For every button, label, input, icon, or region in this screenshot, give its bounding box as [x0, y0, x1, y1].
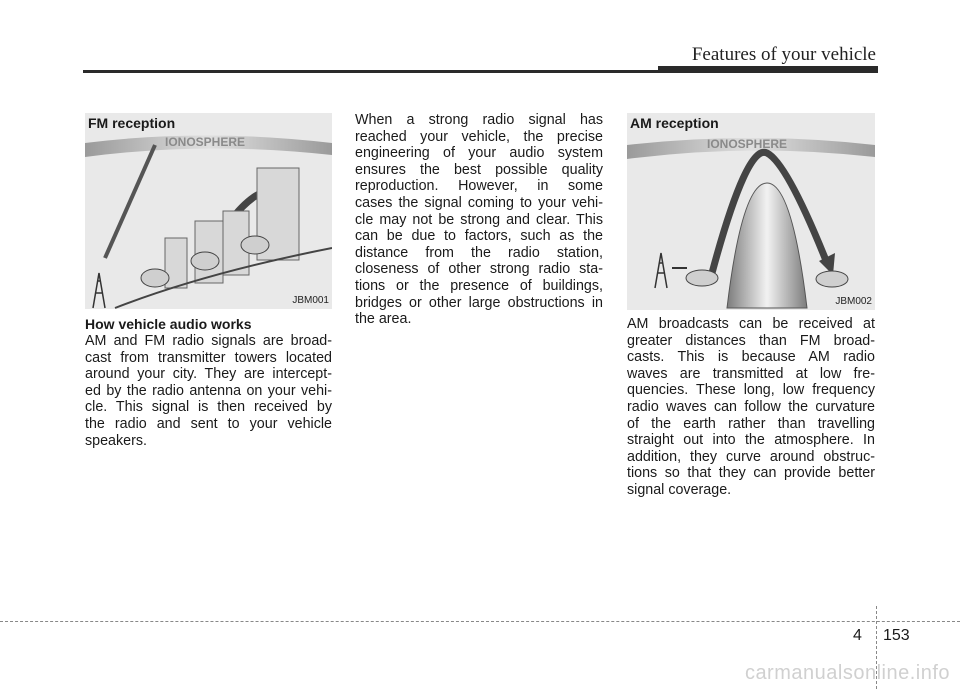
ionosphere-label: IONOSPHERE	[165, 135, 246, 149]
am-reception-illustration	[627, 113, 875, 310]
page-number: 153	[883, 627, 910, 644]
header-rule	[83, 70, 878, 73]
text-line: radio waves can follow the curvature	[627, 398, 875, 415]
text-line: signal coverage.	[627, 481, 732, 498]
text-line: cle. This signal is then received by	[85, 399, 332, 416]
fm-reception-illustration	[85, 113, 332, 309]
footer-divider	[0, 621, 960, 622]
car-icon	[141, 269, 169, 287]
text-line: tions or the presence of buildings,	[355, 277, 603, 294]
text-line: cle may not be strong and clear. This	[355, 211, 603, 228]
fm-figure-code: JBM001	[292, 295, 329, 306]
text-line: ed by the radio antenna on your vehi-	[85, 382, 332, 399]
text-line: distance from the radio station,	[355, 244, 603, 261]
text-line: cases the signal coming to your vehi-	[355, 194, 603, 211]
text-line: the area.	[355, 311, 412, 328]
text-line: greater distances than FM broad-	[627, 332, 875, 349]
transmitter-tower-icon	[93, 273, 105, 308]
text-line: When a strong radio signal has	[355, 112, 603, 128]
am-figure-code: JBM002	[835, 296, 872, 307]
signal-line	[105, 145, 155, 258]
text-line: of the earth rather than travelling	[627, 415, 875, 432]
text-line: bridges or other large obstructions in	[355, 294, 603, 311]
ionosphere-label: IONOSPHERE	[707, 137, 788, 151]
am-reception-figure	[627, 113, 875, 310]
fm-figure-title: FM reception	[88, 115, 176, 131]
text-line: the radio and sent to your vehicle	[85, 415, 332, 432]
fm-reception-figure	[85, 113, 332, 309]
watermark: carmanualsonline.info	[744, 662, 950, 684]
text-line: closeness of other strong radio sta-	[355, 261, 603, 278]
text-line: straight out into the atmosphere. In	[627, 432, 875, 449]
text-line: casts. This is because AM radio	[627, 349, 875, 366]
text-line: speakers.	[85, 432, 147, 449]
text-line: around your city. They are intercept-	[85, 366, 332, 383]
text-line: can be due to factors, such as the	[355, 228, 603, 245]
text-line: engineering of your audio system	[355, 145, 603, 162]
car-icon	[686, 270, 718, 286]
mountain	[727, 183, 807, 308]
paragraph-column-3	[627, 316, 875, 499]
page-section-title: Features of your vehicle	[691, 44, 876, 65]
text-line: reached your vehicle, the precise	[355, 128, 603, 145]
text-line: ensures the best possible quality	[355, 161, 603, 178]
text-line: reproduction. However, in some	[355, 178, 603, 195]
paragraph-column-1	[85, 333, 332, 449]
text-line: addition, they curve around obstruc-	[627, 448, 875, 465]
chapter-number: 4	[853, 627, 862, 644]
text-line: cast from transmitter towers located	[85, 349, 332, 366]
text-line: AM broadcasts can be received at	[627, 316, 875, 332]
text-line: AM and FM radio signals are broad-	[85, 333, 332, 349]
text-line: waves are transmitted at low fre-	[627, 365, 875, 382]
text-line: tions so that they can provide better	[627, 465, 875, 482]
section-heading: How vehicle audio works	[85, 316, 252, 332]
text-line: quencies. These long, low frequency	[627, 382, 875, 399]
paragraph-column-2	[355, 112, 603, 328]
transmitter-tower-icon	[655, 253, 667, 288]
am-figure-title: AM reception	[630, 115, 719, 131]
